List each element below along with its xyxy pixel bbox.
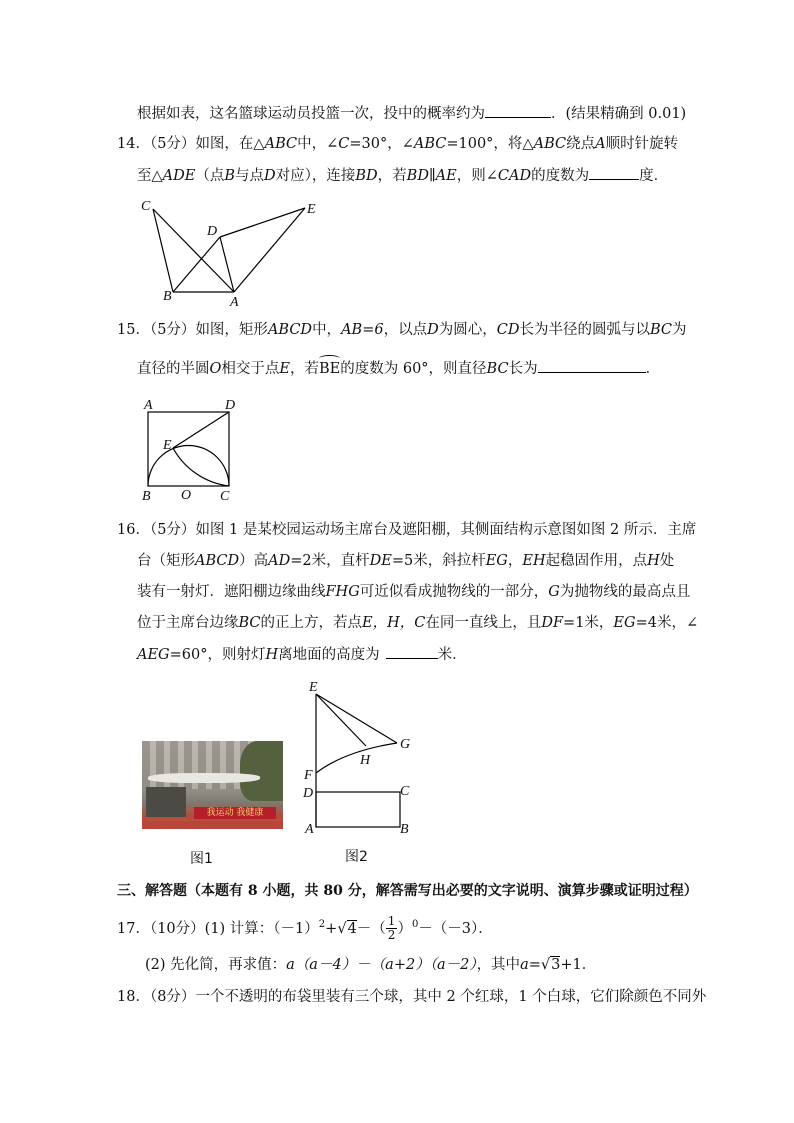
q16-var: EG xyxy=(485,553,508,569)
sqrt-symbol: √ xyxy=(337,920,347,937)
q15-line1 xyxy=(117,320,686,340)
q15-label-e: E xyxy=(163,438,172,453)
q15-var: CD xyxy=(496,322,520,338)
q16-text: 位于主席台边缘 xyxy=(137,615,239,631)
q14-var: BD xyxy=(355,168,378,184)
q16-var: G xyxy=(548,584,560,600)
q16-answer-blank xyxy=(386,644,438,659)
q14-label-b: B xyxy=(163,289,172,304)
sqrt-symbol: √ xyxy=(540,957,551,973)
q15-text: 为圆心， xyxy=(438,322,497,338)
q16-label-h: H xyxy=(360,753,371,768)
q16-text: 离地面的高度为 xyxy=(278,647,380,663)
q14-line2 xyxy=(137,165,668,186)
q14-text: 至△ xyxy=(137,168,163,184)
q15-text: 长为半径的圆弧与以 xyxy=(519,322,650,338)
q16-text: 如图 1 是某校园运动场主席台及遮阳棚，其侧面结构示意图如图 2 所示．主席 xyxy=(195,522,697,538)
q15-var: AB=6 xyxy=(341,322,384,338)
q15-text: 如图，矩形 xyxy=(195,322,268,338)
q14-var: C xyxy=(338,136,350,152)
q16-text: 台（矩形 xyxy=(137,553,195,569)
q17-text: －（－3）． xyxy=(418,920,493,937)
q15-text: ． xyxy=(645,361,661,377)
q16-var: EG xyxy=(613,615,636,631)
q15-text: 为 xyxy=(671,322,687,338)
q16-label-c: C xyxy=(400,784,410,799)
q13-tail-text: 根据如表，这名篮球运动员投篮一次，投中的概率约为 xyxy=(137,106,485,122)
q14-text: 与点 xyxy=(235,168,264,184)
q14-text: ，若 xyxy=(377,168,407,184)
q17-text: (2) 先化简，再求值： xyxy=(145,957,287,973)
q15-var: D xyxy=(427,322,439,338)
q14-text: 绕点 xyxy=(566,136,596,152)
q14-var: ABC xyxy=(533,136,567,152)
q14-var: BD∥AE xyxy=(406,168,457,184)
q16-line4 xyxy=(137,613,698,633)
q14-text: 如图，在△ xyxy=(195,136,265,152)
q16-text: 处 xyxy=(659,553,675,569)
q16-var: E，H，C xyxy=(362,615,426,631)
q14-var: ABC xyxy=(413,136,447,152)
q13-tail-text-after: ．(结果精确到 0.01) xyxy=(551,106,687,122)
q14-text: 顺时针旋转 xyxy=(605,136,679,152)
q17-exponent: 2 xyxy=(318,919,326,930)
photo-banner-text: 我运动 我健康 xyxy=(206,808,264,818)
q15-line2 xyxy=(137,358,660,379)
q17-part1 xyxy=(117,915,493,942)
q17-text: + xyxy=(325,920,338,937)
q17-score: （10分） xyxy=(149,920,205,937)
q17-number: 17． xyxy=(117,920,150,937)
q14-var: ABC xyxy=(264,136,298,152)
q15-number: 15． xyxy=(117,322,150,338)
q16-label-e: E xyxy=(309,680,318,695)
q14-figure xyxy=(135,195,335,310)
q14-var: B xyxy=(224,168,235,184)
q14-answer-blank xyxy=(589,165,639,180)
photo-banner xyxy=(194,807,276,819)
q15-arc-be: BE xyxy=(318,361,341,377)
q16-var: H xyxy=(265,647,279,663)
q16-var: DE xyxy=(369,553,392,569)
q16-line2 xyxy=(137,551,674,571)
q15-text: 直径的半圆 xyxy=(137,361,210,377)
q16-photo-stadium xyxy=(142,741,283,829)
q13-answer-blank xyxy=(485,103,551,118)
q16-label-b: B xyxy=(400,822,409,837)
q17-radicand: 4 xyxy=(347,920,357,937)
q17-var: a= xyxy=(520,957,541,973)
q16-label-d: D xyxy=(303,786,314,801)
q14-score: （5分） xyxy=(149,136,196,152)
q14-var: CAD xyxy=(497,168,532,184)
q17-text: －（ xyxy=(356,920,386,937)
q16-label-g: G xyxy=(400,737,411,752)
q15-label-d: D xyxy=(225,398,236,413)
q17-text: ，其中 xyxy=(476,957,521,973)
q14-label-e: E xyxy=(307,202,316,217)
q16-score: （5分） xyxy=(149,522,196,538)
q16-figure2 xyxy=(300,676,430,841)
q18-line1 xyxy=(117,987,706,1007)
q16-var: AEG xyxy=(137,647,170,663)
q14-text: ，则∠ xyxy=(456,168,498,184)
q16-text: 的正上方，若点 xyxy=(260,615,363,631)
q16-number: 16． xyxy=(117,522,150,538)
q18-score: （8分） xyxy=(149,989,196,1005)
q16-text: 装有一射灯．遮阳棚边缘曲线 xyxy=(137,584,326,600)
q18-text: 一个不透明的布袋里装有三个球，其中 2 个红球，1 个白球，它们除颜色不同外 xyxy=(195,989,707,1005)
q17-exponent: 0 xyxy=(411,919,419,930)
q15-var: BC xyxy=(486,361,509,377)
q16-line5 xyxy=(137,644,467,665)
q16-var: FHG xyxy=(325,584,360,600)
section3-title: 三、解答题（本题有 8 小题，共 80 分，解答需写出必要的文字说明、演算步骤或证明过程） xyxy=(117,883,698,899)
q14-text: （点 xyxy=(195,168,225,184)
q16-text: =5米，斜拉杆 xyxy=(391,553,486,569)
q14-var: D xyxy=(264,168,276,184)
q16-text: 在同一直线上，且 xyxy=(425,615,542,631)
q18-number: 18． xyxy=(117,989,150,1005)
q17-radicand: 3 xyxy=(551,957,561,973)
q16-text: ， xyxy=(507,553,523,569)
photo-trees xyxy=(240,741,283,801)
q14-text: =100°，将△ xyxy=(446,136,534,152)
q14-number: 14． xyxy=(117,136,150,152)
q16-label-a: A xyxy=(305,822,314,837)
q16-fig2-caption: 图2 xyxy=(345,849,368,865)
q13-tail-line xyxy=(137,103,686,124)
q15-text: ，若 xyxy=(289,361,319,377)
q15-var: BC xyxy=(649,322,672,338)
q15-var: ABCD xyxy=(267,322,313,338)
q15-text: 的度数为 60°，则直径 xyxy=(340,361,487,377)
q17-expression: a（a－4）－（a+2）（a－2） xyxy=(286,957,477,973)
q17-fraction xyxy=(386,915,398,942)
q15-label-c: C xyxy=(220,489,230,504)
q15-var: E xyxy=(279,361,290,377)
q16-var: BC xyxy=(238,615,261,631)
q16-line3 xyxy=(137,582,690,602)
photo-stands xyxy=(146,787,186,817)
q15-answer-blank xyxy=(538,358,646,373)
q17-text: ） xyxy=(397,920,412,937)
q17-text: (1) 计算：（－1） xyxy=(204,920,319,937)
q17-text: +1． xyxy=(560,957,597,973)
q16-text: 为抛物线的最高点且 xyxy=(559,584,691,600)
q15-var: O xyxy=(209,361,222,377)
q14-label-c: C xyxy=(141,199,151,214)
q15-text: 相交于点 xyxy=(221,361,280,377)
q14-text: =30°，∠ xyxy=(349,136,414,152)
q14-label-d: D xyxy=(207,224,218,239)
q17-part2 xyxy=(145,955,596,975)
q16-text: =4米，∠ xyxy=(635,615,699,631)
q16-var: EH xyxy=(522,553,546,569)
q16-text: 可近似看成抛物线的一部分， xyxy=(359,584,549,600)
q15-text: 长为 xyxy=(508,361,538,377)
photo-track xyxy=(142,821,283,829)
q14-text: 的度数为 xyxy=(531,168,590,184)
fraction-numerator: 1 xyxy=(387,914,396,929)
q14-var: A xyxy=(595,136,606,152)
q16-fig1-caption: 图1 xyxy=(190,851,213,867)
q16-label-f: F xyxy=(304,768,313,783)
q14-text: 度． xyxy=(639,168,669,184)
q16-text: ）高 xyxy=(239,553,269,569)
q16-var: ABCD xyxy=(195,553,240,569)
q14-label-a: A xyxy=(230,295,239,310)
q14-text: 对应），连接 xyxy=(275,168,356,184)
q15-figure xyxy=(135,395,255,505)
q15-text: ，以点 xyxy=(383,322,428,338)
q15-label-a: A xyxy=(144,398,153,413)
q15-label-o: O xyxy=(181,488,192,503)
q16-text: =60°，则射灯 xyxy=(169,647,266,663)
q16-text: 起稳固作用，点 xyxy=(545,553,648,569)
q16-text: 米． xyxy=(437,647,467,663)
q16-var: DF xyxy=(541,615,564,631)
q15-label-b: B xyxy=(142,489,151,504)
q14-line1 xyxy=(117,134,678,154)
q16-line1 xyxy=(117,520,696,540)
q15-score: （5分） xyxy=(149,322,196,338)
fraction-denominator: 2 xyxy=(387,928,396,943)
q16-text: =2米，直杆 xyxy=(290,553,370,569)
q16-var: AD xyxy=(268,553,291,569)
q16-var: H xyxy=(647,553,660,569)
q14-var: ADE xyxy=(162,168,196,184)
photo-canopy xyxy=(147,773,261,783)
q15-text: 中， xyxy=(312,322,342,338)
q16-text: =1米， xyxy=(563,615,614,631)
q14-text: 中，∠ xyxy=(297,136,339,152)
